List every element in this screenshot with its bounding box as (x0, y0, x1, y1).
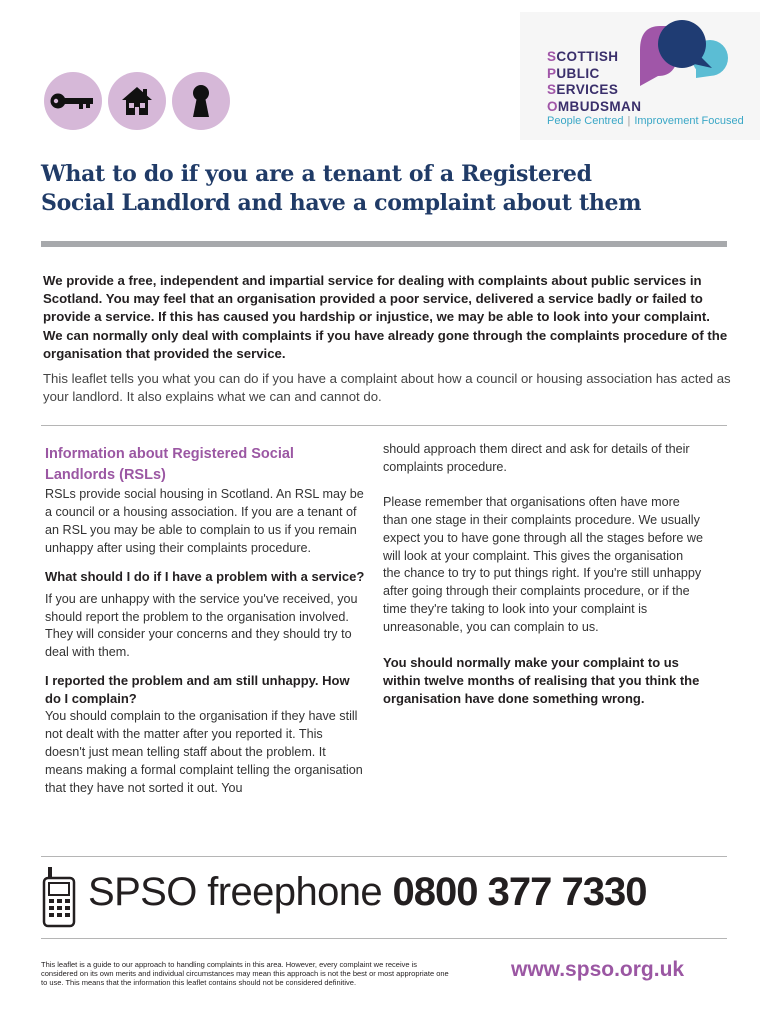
title-divider (41, 241, 727, 247)
footer-divider-bottom (41, 938, 727, 939)
logo-tagline: People Centred | Improvement Focused (547, 115, 744, 127)
freephone-number[interactable]: 0800 377 7330 (392, 870, 647, 914)
logo-line-4: OMBUDSMAN (547, 98, 642, 114)
title-line-2: Social Landlord and have a complaint about them (41, 190, 642, 216)
keyhole-icon (172, 72, 230, 130)
website-link[interactable]: www.spso.org.uk (511, 958, 685, 981)
right-paragraph-2: Please remember that organisations often have more than one stage in their complaints procedure. We usually expect you to have gone through all the stages before we will look at your complaint. This gives the organisation the chance to try to put things right. If you're still unhappy after going through their complaints procedure, or if the time they're taking to look into your complaint is unreasonable, you can complain to us. (383, 494, 703, 635)
footer-divider-top (41, 856, 727, 857)
answer-paragraph-1: If you are unhappy with the service you've received, you should report the problem to the organisation involved. They will consider your concerns and they should try to deal with them. (45, 591, 358, 660)
house-icon (108, 72, 166, 130)
logo-wordmark (547, 49, 641, 115)
right-paragraph-1: should approach them direct and ask for details of their complaints procedure. (383, 442, 690, 474)
page-title (41, 160, 741, 218)
answer-paragraph-2: You should complain to the organisation if they have still not dealt with the matter after you reported it. This doesn't just mean telling staff about the problem. It means making a formal complaint telling the organisation that they have not sorted it out. You (45, 709, 363, 795)
left-column (45, 444, 365, 798)
freephone-label: SPSO freephone (88, 870, 383, 914)
title-line-1: What to do if you are a tenant of a Registered (41, 161, 592, 187)
logo-line-3: SERVICES (547, 82, 619, 97)
question-heading-1: What should I do if I have a problem with a service? (45, 568, 365, 584)
question-heading-2: I reported the problem and am still unhappy. How do I complain? (45, 673, 350, 707)
right-column (383, 441, 703, 708)
intro-paragraph: This leaflet tells you what you can do if you have a complaint about how a council or housing association has acted as your landlord. It also explains what we can and cannot do. (43, 371, 731, 405)
logo-line-1: SCOTTISH (547, 49, 619, 64)
rsl-paragraph: RSLs provide social housing in Scotland. An RSL may be a council or a housing association. If you are a tenant of an RSL you may be able to complain to us if you remain unhappy after using their complaints procedure. (45, 487, 364, 555)
spso-logo (520, 12, 760, 140)
rsl-heading: Information about Registered Social Landlords (RSLs) (45, 446, 294, 483)
deadline-emphasis: You should normally make your complaint to us within twelve months of realising that you think the organisation have done something wrong. (383, 655, 700, 707)
mobile-phone-icon (42, 866, 78, 933)
disclaimer-text: This leaflet is a guide to our approach to handling complaints in this area. However, every complaint we receive is considered on its own merits and individual circumstances may mean this approach is not the best or most appropriate one to use. This means that the information this leaflet contains should not be considered definitive. (41, 960, 449, 988)
key-icon (44, 72, 102, 130)
section-divider (41, 425, 727, 426)
speech-bubbles-icon (638, 16, 738, 88)
logo-line-2: PUBLIC (547, 65, 600, 81)
header-icons (44, 72, 230, 130)
intro-bold-paragraph: We provide a free, independent and impartial service for dealing with complaints about public services in Scotland. You may feel that an organisation provided a poor service, delivered a service badly or failed to provide a service. If this has caused you hardship or injustice, we may be able to look into your complaint. We can normally only deal with complaints if you have already gone through the complaints procedure of the organisation that provided the service. (43, 273, 728, 361)
freephone-banner (88, 866, 646, 918)
